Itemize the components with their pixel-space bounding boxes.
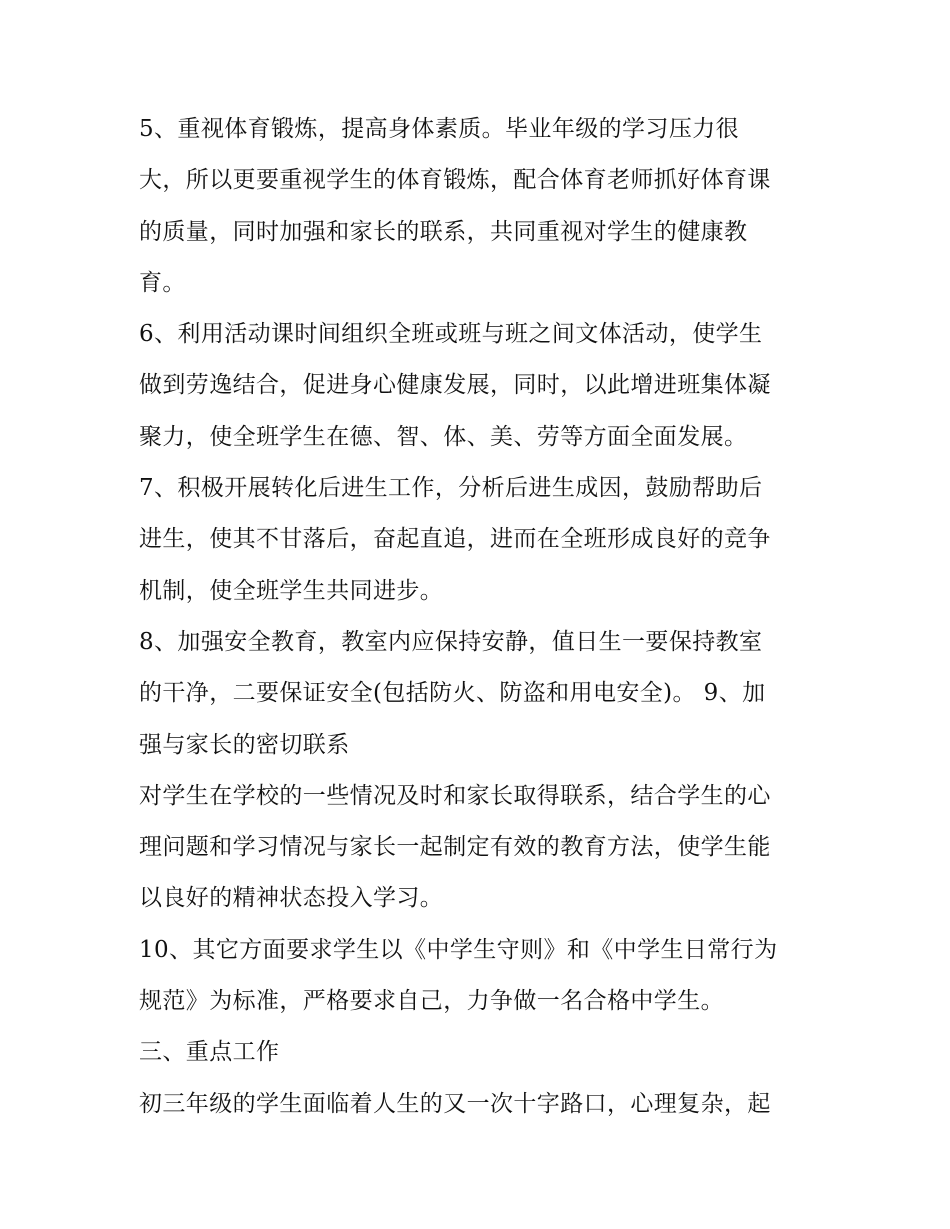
- text-line: 10、其它方面要求学生以《中学生守则》和《中学生日常行为: [139, 936, 778, 963]
- text-line: 以良好的精神状态投入学习。: [139, 885, 444, 912]
- text-line: 初三年级的学生面临着人生的又一次十字路口，心理复杂，起: [139, 1090, 771, 1117]
- text-line: 做到劳逸结合，促进身心健康发展，同时，以此增进班集体凝: [139, 372, 771, 399]
- text-line: 5、重视体育锻炼，提高身体素质。毕业年级的学习压力很: [139, 116, 740, 142]
- section-heading: 三、重点工作: [139, 1039, 280, 1066]
- text-line: 理问题和学习情况与家长一起制定有效的教育方法，使学生能: [139, 834, 771, 861]
- text-line: 强与家长的密切联系: [139, 731, 350, 758]
- text-line: 机制，使全班学生共同进步。: [139, 577, 444, 604]
- text-line: 进生，使其不甘落后，奋起直追，进而在全班形成良好的竞争: [139, 526, 771, 553]
- text-line: 聚力，使全班学生在德、智、体、美、劳等方面全面发展。: [139, 423, 748, 450]
- text-line: 8、加强安全教育，教室内应保持安静，值日生一要保持教室: [139, 628, 763, 655]
- text-line: 规范》为标准，严格要求自己，力争做一名合格中学生。: [139, 988, 724, 1015]
- text-line: 的干净，二要保证安全(包括防火、防盗和用电安全)。 9、加: [139, 680, 766, 707]
- text-line: 对学生在学校的一些情况及时和家长取得联系，结合学生的心: [139, 782, 771, 809]
- text-line: 7、积极开展转化后进生工作，分析后进生成因，鼓励帮助后: [139, 475, 763, 502]
- text-line: 大，所以更要重视学生的体育锻炼，配合体育老师抓好体育课: [139, 167, 771, 194]
- text-line: 育。: [139, 269, 186, 296]
- document-body: [139, 104, 819, 1130]
- text-line: 6、利用活动课时间组织全班或班与班之间文体活动，使学生: [139, 321, 763, 348]
- text-line: 的质量，同时加强和家长的联系，共同重视对学生的健康教: [139, 218, 748, 245]
